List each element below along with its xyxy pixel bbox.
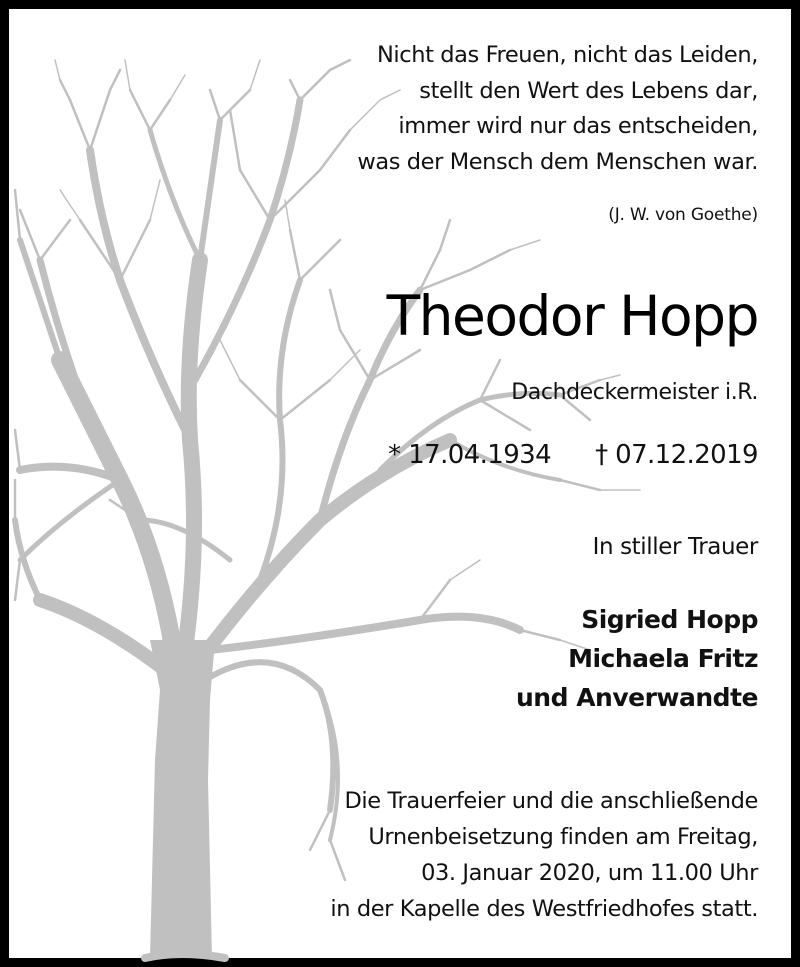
mourner-name: Michaela Fritz [568, 644, 758, 673]
life-dates [388, 440, 758, 470]
quote-line: stellt den Wert des Lebens dar, [419, 77, 758, 104]
mourner-name: und Anverwandte [516, 683, 758, 712]
death-date: † 07.12.2019 [595, 440, 758, 470]
mourners-list [516, 600, 758, 717]
birth-date: * 17.04.1934 [388, 440, 552, 470]
mourning-heading: In stiller Trauer [592, 534, 758, 560]
funeral-line: Urnenbeisetzung finden am Freitag, [368, 824, 758, 850]
deceased-name: Theodor Hopp [386, 284, 758, 348]
funeral-line: 03. Januar 2020, um 11.00 Uhr [421, 860, 758, 886]
goethe-quote [357, 38, 758, 180]
quote-line: immer wird nur das entscheiden, [398, 113, 758, 139]
funeral-announcement [330, 783, 758, 927]
quote-line: was der Mensch dem Menschen war. [357, 148, 758, 175]
funeral-line: in der Kapelle des Westfriedhofes statt. [330, 896, 758, 922]
deceased-profession: Dachdeckermeister i.R. [511, 380, 758, 405]
quote-author: (J. W. von Goethe) [608, 205, 758, 225]
funeral-line: Die Trauerfeier und die anschließende [344, 788, 758, 814]
mourner-name: Sigried Hopp [581, 605, 758, 634]
quote-line: Nicht das Freuen, nicht das Leiden, [376, 42, 758, 68]
